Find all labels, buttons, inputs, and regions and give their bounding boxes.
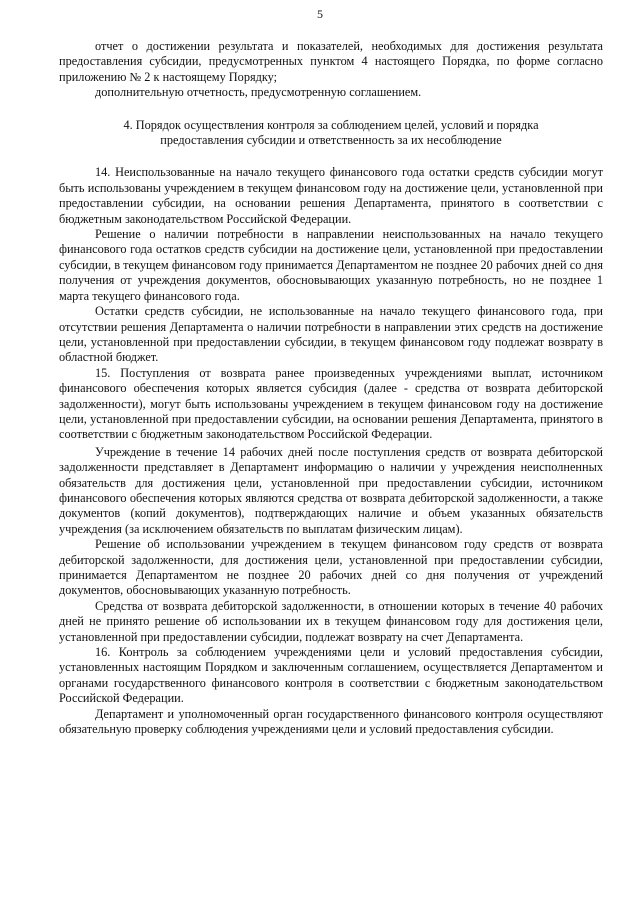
- paragraph: Остатки средств субсидии, не использованные на начало текущего финансового года, при отсутствии решения Департамента о наличии потребности в направлении этих средств на достижение цели, установленной при предоставлении субсидии, в текущем финансовом году подлежат возврату в областной бюджет.: [59, 304, 603, 365]
- paragraph: 16. Контроль за соблюдением учреждениями цели и условий предоставления субсидии, установленных настоящим Порядком и заключенным соглашением, осуществляется Департаментом и органами государственного финансового контроля в соответствии с бюджетным законодательством Российской Федерации.: [59, 645, 603, 706]
- paragraph: Учреждение в течение 14 рабочих дней после поступления средств от возврата дебиторской задолженности представляет в Департамент информацию о наличии у учреждения неисполненных обязательств для достижения цели, установленной при предоставлении субсидии, источником финансового обеспечения которых являются средства от возврата дебиторской задолженности, а также документов (копий документов), подтверждающих наличие и объем указанных обязательств учреждения (за исключением обязательств по выплатам физическим лицам).: [59, 444, 603, 536]
- paragraph: дополнительную отчетность, предусмотренную соглашением.: [95, 85, 422, 100]
- page-number: 5: [317, 7, 323, 21]
- paragraph: Решение о наличии потребности в направлении неиспользованных на начало текущего финансового года остатков средств субсидии на достижение цели, установленной при предоставлении субсидии, в текущем финансовом году принимается Департаментом не позднее 20 рабочих дней со дня получения от учреждения документов, обосновывающих указанную потребность, но не позднее 1 марта текущего финансового года.: [59, 227, 603, 303]
- paragraph: отчет о достижении результата и показателей, необходимых для достижения результата предоставления субсидии, предусмотренных пунктом 4 настоящего Порядка, по форме согласно приложению № 2 к настоящему Порядку;: [59, 39, 603, 84]
- section-heading: 4. Порядок осуществления контроля за соблюдением целей, условий и порядка предоставления субсидии и ответственность за их несоблюдение: [123, 117, 539, 148]
- paragraph: 15. Поступления от возврата ранее произведенных учреждениями выплат, источником финансового обеспечения которых является субсидия (далее - средства от возврата дебиторской задолженности), могут быть использованы учреждением в текущем финансовом году на достижение цели, установленной при предоставлении субсидии, на основании решения Департамента, принятого в соответствии с бюджетным законодательством Российской Федерации.: [59, 365, 603, 442]
- paragraph: Решение об использовании учреждением в текущем финансовом году средств от возврата дебиторской задолженности, для достижения цели, установленной при предоставлении субсидии, принимается Департаментом не позднее 20 рабочих дней со дня получения от учреждений документов, обосновывающих указанную потребность.: [59, 537, 603, 598]
- paragraph: Средства от возврата дебиторской задолженности, в отношении которых в течение 40 рабочих дней не принято решение об использовании их в текущем финансовом году для достижения цели, установленной при предоставлении субсидии, подлежат возврату на счет Департамента.: [59, 598, 603, 644]
- paragraph: 14. Неиспользованные на начало текущего финансового года остатки средств субсидии могут быть использованы учреждением в текущем финансовом году на достижение цели, установленной при предоставлении субсидии, на основании решения Департамента, принятого в соответствии с бюджетным законодательством Российской Федерации.: [59, 165, 603, 226]
- document-body: [59, 39, 603, 737]
- paragraph: Департамент и уполномоченный орган государственного финансового контроля осуществляют обязательную проверку соблюдения учреждениями цели и условий предоставления субсидии.: [59, 706, 603, 737]
